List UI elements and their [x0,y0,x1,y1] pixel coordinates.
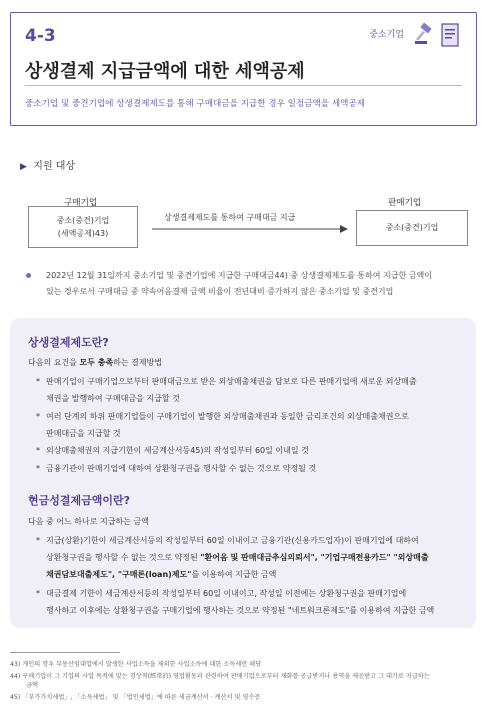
buyer-box [28,206,138,248]
buyer-line1: 중소(중견)기업 [56,216,110,225]
bullet-dot [26,273,31,278]
q1-item-3: * 외상매출채권의 지급기한이 세금계산서등45)의 작성일부터 60일 이내일 것 [36,446,309,455]
section-heading [20,157,75,172]
document-icon [440,22,462,48]
title-header [10,12,477,126]
eligibility-bullet [26,268,478,300]
page-title: 상생결제 지급금액에 대한 세액공제 [25,61,305,82]
triangle-bullet-icon: ▶ [20,162,27,172]
footnote-44: 44) 구매기업이 그 기업의 사업 목적에 맞는 경상적(經常的) 영업활동과 관련하여 판매기업으로부터 재화를 공급받거나 용역을 제공받고 그 대가로 지급하는 금액 [10,673,430,689]
section-number: 4-3 [25,26,56,46]
q1-heading: 상생결제제도란? [28,336,109,349]
seller-box: 중소(중견)기업 [356,210,468,246]
footnote-divider [10,652,120,653]
header-divider [25,85,462,86]
page-subtitle: 중소기업 및 중견기업에 상생결제제도를 통해 구매대금을 지급한 경우 일정금액을 세액공제 [25,99,366,109]
footnote-43: 43) 개인의 경우 부동산임대업에서 발생한 사업소득을 제외한 사업소득에 대한 소득세만 해당 [10,661,262,668]
eligibility-line1: 2022년 12월 31일까지 중소기업 및 중견기업에 지급한 구매대금44) 중 상생결제제도를 통하여 지급한 금액이 [46,271,432,280]
arrow-label: 상생결제제도를 통하여 구매대금 지급 [164,213,296,222]
buyer-heading: 구매기업 [64,198,98,208]
q1-item-2: * 여러 단계의 하위 판매기업들이 구매기업이 발행한 외상매출채권과 동일한 금리조건의 외상매출채권으로 판매대금을 지급할 것 [36,412,409,438]
section-label: 지원 대상 [33,161,76,172]
q1-intro: 다음의 요건을 모두 충족하는 결제방법 [28,358,163,367]
q2-intro: 다음 중 어느 하나로 지급하는 금액 [28,517,149,526]
right-arrow-icon [152,224,348,234]
q2-heading: 현금성결제금액이란? [28,494,131,507]
category-tag: 중소기업 [369,30,404,40]
q2-item-2: * 대금결제 기한이 세금계산서등의 작성일부터 60일 이내이고, 작성일 이전에는 상환청구권을 판매기업에 행사하고 이후에는 상환청구권을 구매기업에 행사하는 것으로 약정된 "네트워크론제도"를 이용하여 지급한 금액 [36,589,435,615]
seller-heading: 판매기업 [388,198,422,208]
footnote-45: 45) 「부가가치세법」, 「소득세법」 및 「법인세법」에 따른 세금계산서 · 계산서 및 영수증 [10,694,261,701]
buyer-line2: (세액공제)43) [57,229,109,238]
eligibility-line2: 있는 경우로서 구매대금 중 약속어음결제 금액 비율이 전년대비 증가하지 않은 중소기업 및 중견기업 [46,287,394,296]
q2-item-1: * 지급(상환)기한이 세금계산서등의 작성일부터 60일 이내이고 금융기관(신용카드업자)이 판매기업에 대하여 상환청구권을 행사할 수 없는 것으로 약정된 "환어음 및 판매대금추심의뢰서", "기업구매전용카드" "외상매출 채권담보대출제도", "구매론(loan)제도"를 이용하여 지급한 금액 [36,536,429,579]
gavel-icon [412,22,436,46]
q1-item-1: * 판매기업이 구매기업으로부터 판매대금으로 받은 외상매출채권을 담보로 다른 판매기업에 새로운 외상매출 채권을 발행하여 구매대금을 지급할 것 [36,377,417,403]
q1-item-4: * 금융기관이 판매기업에 대하여 상환청구권을 행사할 수 없는 것으로 약정될 것 [36,464,317,473]
